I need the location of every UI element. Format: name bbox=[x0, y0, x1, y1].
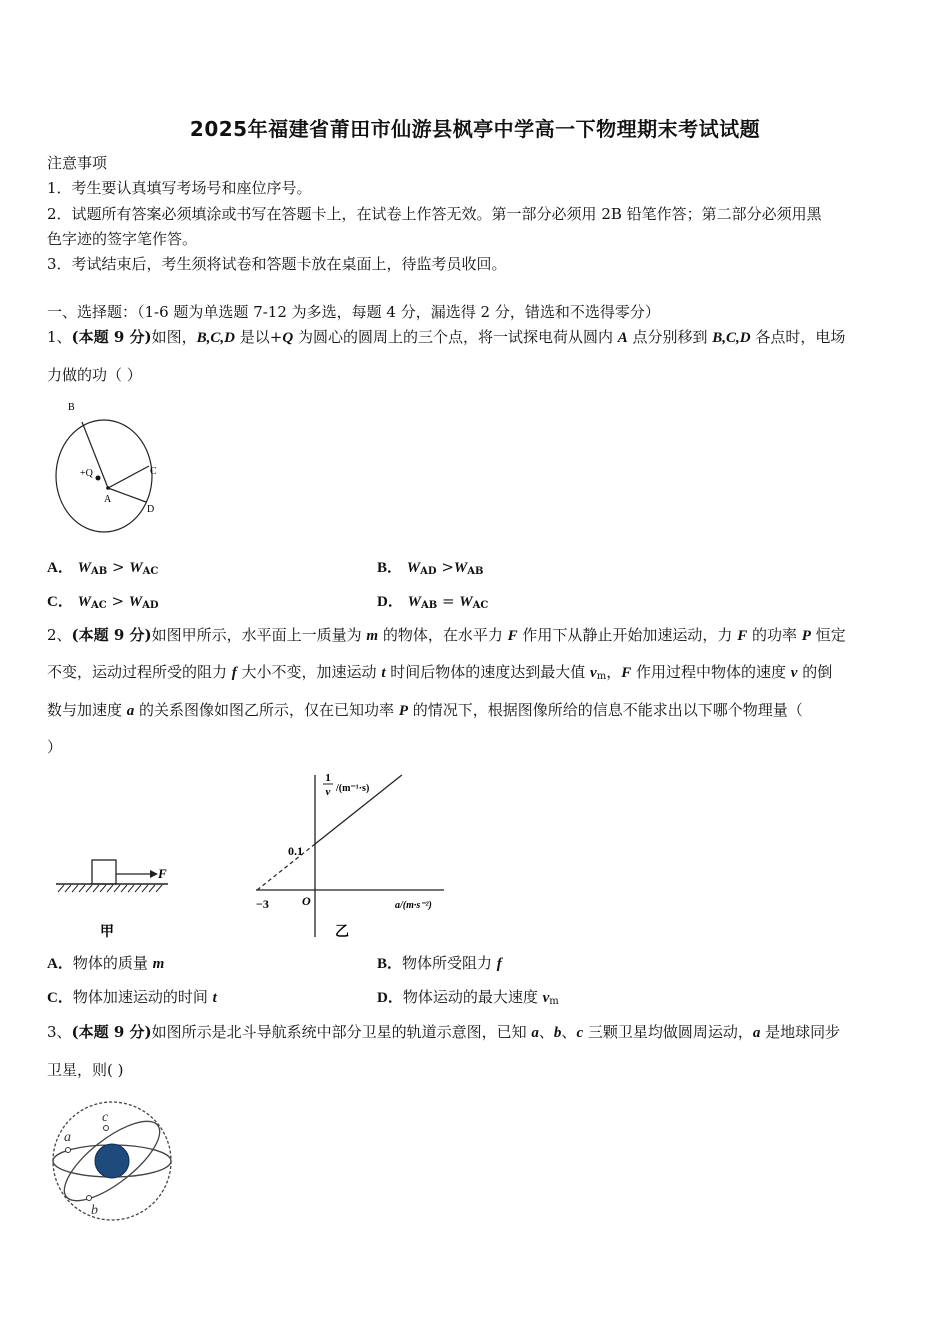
satellite-b bbox=[87, 1196, 92, 1201]
force-label: F bbox=[158, 866, 167, 881]
label-c: c bbox=[102, 1110, 109, 1125]
symbol: v bbox=[790, 665, 798, 681]
satellite-c bbox=[104, 1126, 109, 1131]
option-letter: B． bbox=[377, 560, 403, 576]
label-c: C bbox=[150, 466, 157, 477]
figure-caption-jia: 甲 bbox=[100, 925, 114, 940]
text: 作用过程中物体的速度 bbox=[631, 663, 791, 681]
symbol: F bbox=[737, 628, 748, 644]
q3-orbit-figure bbox=[48, 1100, 180, 1228]
charge-point bbox=[96, 476, 101, 481]
symbol: v bbox=[542, 990, 550, 1006]
label-d: D bbox=[147, 504, 155, 515]
notice-heading: 注意事项 bbox=[47, 154, 108, 172]
text: 是以+ bbox=[234, 328, 283, 346]
symbol-w: W bbox=[129, 560, 143, 576]
y-axis-unit: /(m⁻¹·s) bbox=[336, 783, 370, 794]
option-letter: C． bbox=[47, 990, 73, 1006]
text: 点分别移到 bbox=[627, 328, 713, 346]
symbol-w: W bbox=[407, 594, 421, 610]
field-circle bbox=[56, 420, 155, 532]
text: 、 bbox=[538, 1023, 554, 1041]
y-intercept-label: 0.1 bbox=[288, 844, 303, 858]
text: 如图甲所示，水平面上一质量为 bbox=[151, 626, 367, 644]
subscript: AD bbox=[420, 566, 437, 577]
symbol: f bbox=[231, 665, 237, 681]
relation: > bbox=[436, 558, 454, 576]
q2-figure-jia bbox=[52, 852, 182, 944]
label-b: b bbox=[91, 1203, 98, 1218]
text: 不变，运动过程所受的阻力 bbox=[47, 663, 232, 681]
label-a: a bbox=[64, 1130, 71, 1145]
text: 的物体，在水平力 bbox=[378, 626, 508, 644]
symbol: m bbox=[152, 956, 165, 972]
subscript: m bbox=[596, 671, 607, 682]
extrapolated-line bbox=[257, 844, 315, 890]
text: 的功率 bbox=[747, 626, 802, 644]
text: 的情况下，根据图像所给的信息不能求出以下哪个物理量（ bbox=[408, 701, 803, 719]
option-a[interactable] bbox=[47, 953, 164, 974]
symbol: a bbox=[126, 703, 135, 719]
text: 的倒 bbox=[797, 663, 833, 681]
x-axis-label: a/(m·s⁻²) bbox=[395, 900, 432, 911]
section-heading: 一、选择题：（1-6 题为单选题 7-12 为多选，每题 4 分，漏选得 2 分，错选和不选得零分） bbox=[47, 303, 660, 321]
earth bbox=[95, 1144, 129, 1178]
symbol-w: W bbox=[77, 594, 91, 610]
symbol: b bbox=[553, 1025, 562, 1041]
label-a: A bbox=[104, 494, 112, 505]
question-2-line-1 bbox=[47, 625, 846, 646]
y-label-numerator: 1 bbox=[325, 772, 331, 784]
symbol-w: W bbox=[459, 594, 473, 610]
subscript: m bbox=[549, 996, 559, 1007]
text: 三颗卫星均做圆周运动， bbox=[583, 1023, 753, 1041]
text: 是地球同步 bbox=[760, 1023, 841, 1041]
symbol-w: W bbox=[406, 560, 421, 576]
figure-caption-yi: 乙 bbox=[335, 925, 349, 940]
question-2-line-2 bbox=[47, 662, 832, 687]
satellite-a bbox=[66, 1148, 71, 1153]
text: 如图所示是北斗导航系统中部分卫星的轨道示意图，已知 bbox=[151, 1023, 532, 1041]
text: 各点时，电场 bbox=[750, 328, 846, 346]
question-3-line-2: 卫星，则( ) bbox=[47, 1061, 124, 1079]
text: 如图， bbox=[151, 328, 197, 346]
option-letter: D． bbox=[377, 594, 403, 610]
option-c[interactable] bbox=[47, 987, 217, 1008]
question-number: 1、 bbox=[47, 328, 72, 346]
label-b: B bbox=[68, 402, 75, 413]
symbol: P bbox=[801, 628, 811, 644]
symbol: c bbox=[576, 1025, 584, 1041]
text: 、 bbox=[561, 1023, 577, 1041]
question-number: 2、 bbox=[47, 626, 72, 644]
origin-label: O bbox=[302, 894, 311, 908]
point-a bbox=[106, 486, 110, 490]
line-ac bbox=[108, 466, 149, 488]
page-title: 2025年福建省莆田市仙游县枫亭中学高一下物理期末考试试题 bbox=[189, 117, 761, 141]
subscript: AB bbox=[90, 566, 108, 577]
question-2-line-3 bbox=[47, 700, 803, 721]
option-text: 物体运动的最大速度 bbox=[402, 988, 543, 1006]
symbol: t bbox=[212, 990, 217, 1006]
subscript: AD bbox=[142, 600, 159, 611]
relation: = bbox=[437, 592, 460, 610]
option-b[interactable] bbox=[377, 557, 483, 582]
symbol: a bbox=[752, 1025, 761, 1041]
option-letter: C． bbox=[47, 594, 73, 610]
option-text: 物体的质量 bbox=[72, 954, 153, 972]
q1-circle-figure bbox=[50, 396, 170, 541]
question-2-line-4: ） bbox=[47, 738, 63, 756]
subscript: AC bbox=[472, 600, 489, 611]
symbol-w: W bbox=[453, 560, 468, 576]
y-label-denominator: v bbox=[325, 786, 331, 798]
line-ad bbox=[108, 488, 146, 502]
question-score: (本题 9 分) bbox=[71, 626, 152, 644]
question-1-line-1 bbox=[47, 327, 845, 348]
symbol-w: W bbox=[128, 594, 143, 610]
q2-chart-yi bbox=[252, 765, 457, 945]
option-letter: A． bbox=[47, 956, 73, 972]
symbol: m bbox=[366, 628, 379, 644]
symbol-w: W bbox=[77, 560, 91, 576]
option-text: 物体加速运动的时间 bbox=[72, 988, 213, 1006]
option-d[interactable] bbox=[377, 987, 559, 1012]
text: 为圆心的圆周上的三个点，将一试探电荷从圆内 bbox=[293, 328, 618, 346]
text: 大小不变，加速运动 bbox=[236, 663, 382, 681]
option-b[interactable] bbox=[377, 953, 502, 974]
symbol: a bbox=[531, 1025, 539, 1041]
notice-item: 1．考生要认真填写考场号和座位序号。 bbox=[47, 179, 312, 197]
option-text: 物体所受阻力 bbox=[402, 954, 497, 972]
subscript: AB bbox=[420, 600, 438, 611]
relation: > bbox=[107, 558, 130, 576]
text: 数与加速度 bbox=[47, 701, 127, 719]
subscript: AB bbox=[467, 566, 484, 577]
symbol: t bbox=[381, 665, 386, 681]
question-1-line-2: 力做的功（ ） bbox=[47, 366, 142, 384]
subscript: AC bbox=[142, 566, 159, 577]
symbol: f bbox=[496, 956, 502, 972]
ground-hatch bbox=[58, 885, 162, 892]
notice-item: 3．考试结束后，考生须将试卷和答题卡放在桌面上，待监考员收回。 bbox=[47, 255, 507, 273]
text: 的关系图像如图乙所示，仅在已知功率 bbox=[134, 701, 399, 719]
notice-item: 色字迹的签字笔作答。 bbox=[47, 230, 198, 248]
option-letter: D． bbox=[377, 990, 403, 1006]
block bbox=[92, 860, 116, 884]
text: 作用下从静止开始加速运动，力 bbox=[517, 626, 738, 644]
option-letter: A． bbox=[47, 560, 73, 576]
symbol: B,C,D bbox=[712, 330, 751, 346]
text: ， bbox=[606, 663, 622, 681]
symbol: B,C,D bbox=[196, 330, 235, 346]
arrow-head bbox=[150, 870, 158, 878]
relation: > bbox=[106, 592, 129, 610]
symbol: Q bbox=[282, 330, 294, 346]
subscript: AC bbox=[90, 600, 107, 611]
option-a[interactable] bbox=[47, 557, 158, 582]
x-intercept-label: −3 bbox=[256, 897, 269, 911]
symbol: F bbox=[621, 665, 632, 681]
question-score: (本题 9 分) bbox=[71, 1023, 152, 1041]
symbol: P bbox=[398, 703, 408, 719]
text: 时间后物体的速度达到最大值 bbox=[385, 663, 591, 681]
question-number: 3、 bbox=[47, 1023, 72, 1041]
text: 恒定 bbox=[810, 626, 846, 644]
symbol: A bbox=[617, 330, 628, 346]
question-3-line-1 bbox=[47, 1022, 840, 1043]
option-c[interactable] bbox=[47, 591, 159, 616]
option-d[interactable] bbox=[377, 591, 488, 616]
question-score: (本题 9 分) bbox=[71, 328, 152, 346]
symbol: F bbox=[507, 628, 518, 644]
option-letter: B． bbox=[377, 956, 403, 972]
label-q: +Q bbox=[80, 468, 93, 479]
symbol: v bbox=[590, 665, 597, 681]
notice-item: 2．试题所有答案必须填涂或书写在答题卡上，在试卷上作答无效。第一部分必须用 2B 铅笔作答；第二部分必须用黑 bbox=[47, 205, 822, 223]
